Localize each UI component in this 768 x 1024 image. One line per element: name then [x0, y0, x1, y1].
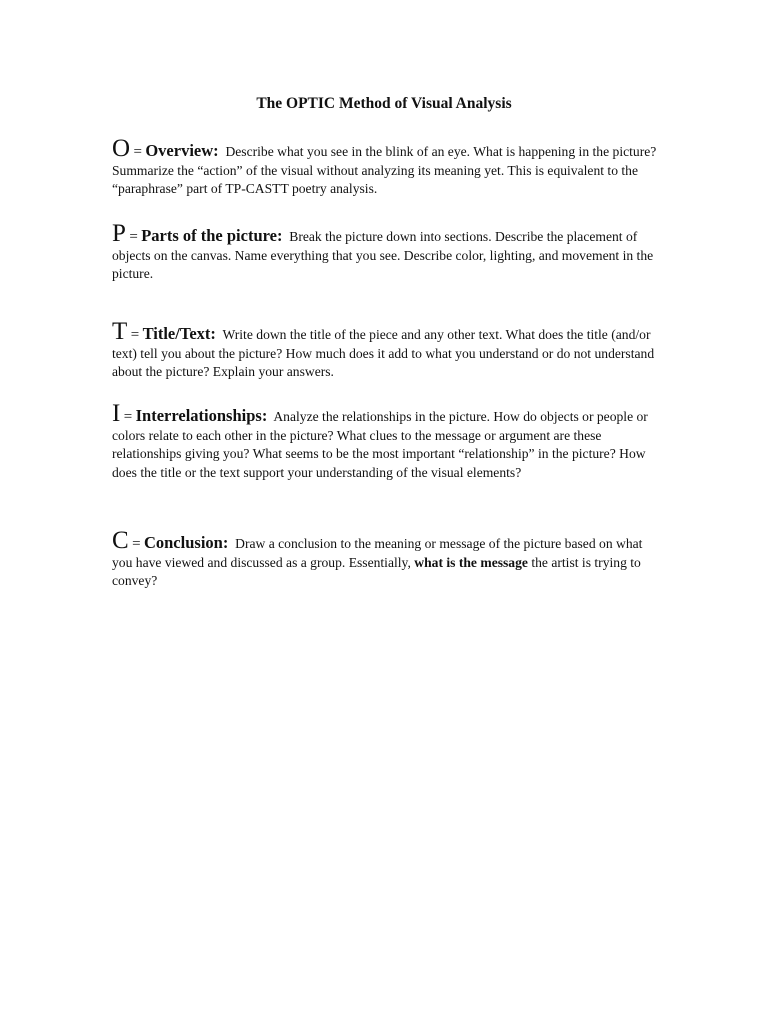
- section-conclusion: [112, 527, 660, 591]
- section-text: Break the picture down into sections. Describe the placement of objects on the canvas. Name everything that you see. Describe color, lighting, and movement in the picture.: [112, 229, 654, 281]
- section-heading: Conclusion:: [143, 533, 229, 552]
- section-text: Draw a conclusion to the meaning or message of the picture based on what you have viewed and discussed as a group. Essentially,: [112, 536, 643, 570]
- section-letter: P: [112, 220, 126, 247]
- section-emphasis-text: what is the message: [414, 554, 528, 570]
- equals-sign: =: [129, 229, 138, 245]
- section-text: Analyze the relationships in the picture. How do objects or people or colors relate to each other in the picture? What clues to the message or argument are these relationships giving you? What seems to be the most important “relationship” in the picture? How does the title or the text support your understanding of the visual elements?: [112, 409, 648, 480]
- equals-sign: =: [123, 409, 133, 425]
- equals-sign: =: [132, 536, 141, 552]
- section-parts-of-the-picture: [112, 220, 660, 284]
- section-heading: Title/Text:: [142, 324, 216, 343]
- section-letter: T: [112, 318, 128, 345]
- document-title: The OPTIC Method of Visual Analysis: [256, 95, 512, 112]
- section-letter: C: [112, 527, 129, 554]
- section-letter: I: [112, 400, 121, 427]
- section-tail-text: the artist is trying to convey?: [112, 554, 641, 588]
- section-text: Describe what you see in the blink of an eye. What is happening in the picture? Summarize the “action” of the visual without analyzing its meaning yet. This is equivalent to the “paraphrase” part of TP-CASTT poetry analysis.: [112, 144, 657, 196]
- section-heading: Interrelationships:: [135, 406, 268, 425]
- section-interrelationships: [112, 400, 660, 482]
- section-heading: Overview:: [145, 141, 219, 160]
- section-overview: [112, 135, 660, 199]
- section-text: Write down the title of the piece and any other text. What does the title (and/or text) tell you about the picture? How much does it add to what you understand or do not understand about the picture? Explain your answers.: [112, 327, 655, 379]
- section-heading: Parts of the picture:: [141, 226, 283, 245]
- section-title-text: [112, 318, 660, 382]
- equals-sign: =: [130, 327, 140, 343]
- section-letter: O: [112, 135, 131, 162]
- equals-sign: =: [133, 144, 142, 160]
